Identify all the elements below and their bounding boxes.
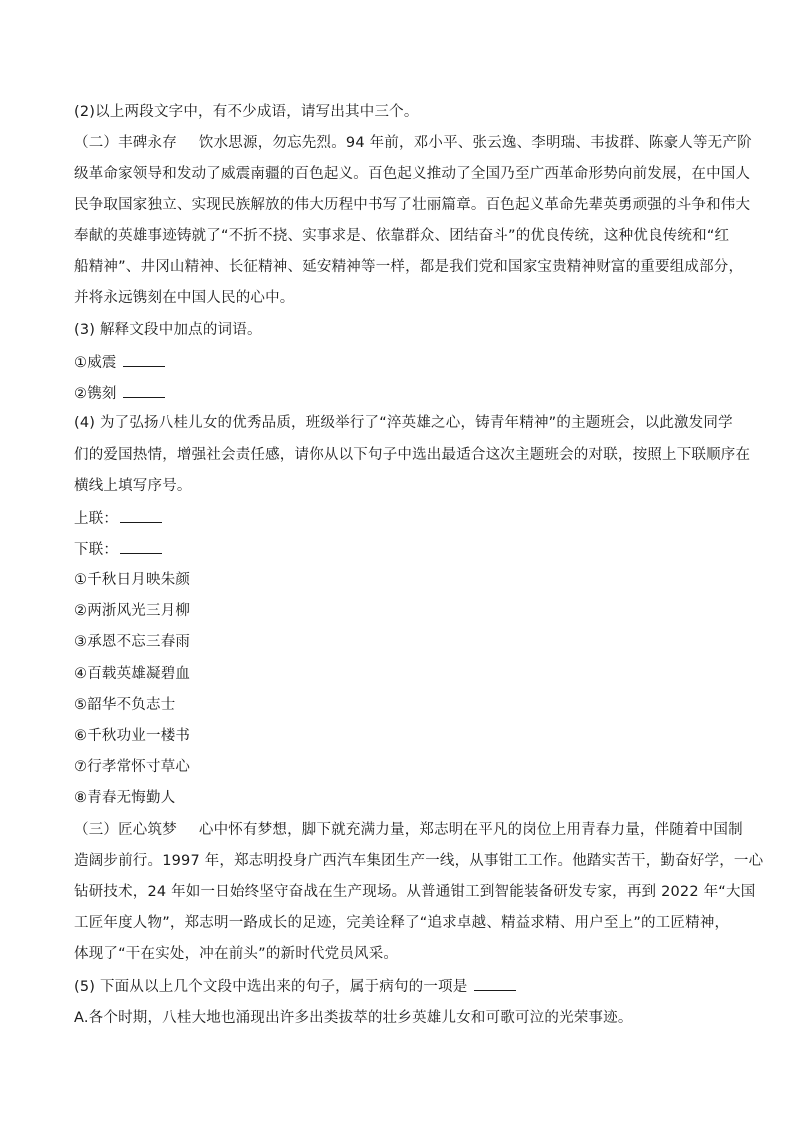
section-2-line-6 bbox=[74, 288, 724, 308]
section-2-text-line: 船精神”、井冈山精神、长征精神、延安精神等一样，都是我们党和国家宝贵精神财富的重要组成部分， bbox=[74, 259, 744, 275]
section-3-line-4 bbox=[74, 913, 730, 933]
upper-couplet-row bbox=[74, 508, 724, 529]
couplet-option-text: ⑧青春无悔勤人 bbox=[74, 790, 176, 806]
section-2-title: （二）丰碑永存 bbox=[74, 135, 177, 151]
couplet-option bbox=[74, 757, 724, 777]
upper-couplet-blank[interactable] bbox=[120, 508, 162, 523]
term-label: ②镌刻 bbox=[74, 386, 117, 402]
couplet-option bbox=[74, 664, 724, 684]
section-2-line-3 bbox=[74, 195, 751, 215]
question-4-line-1 bbox=[74, 413, 733, 433]
answer-blank[interactable] bbox=[474, 976, 516, 991]
couplet-option-text: ⑤韶华不负志士 bbox=[74, 697, 176, 713]
term-label: ①威震 bbox=[74, 355, 117, 371]
couplet-option-text: ④百载英雄凝碧血 bbox=[74, 666, 191, 682]
section-3-line-3 bbox=[74, 882, 756, 902]
couplet-option bbox=[74, 570, 724, 590]
section-3-text-line: 心中怀有梦想，脚下就充满力量，郑志明在平凡的岗位上用青春力量，伴随着中国制 bbox=[198, 822, 743, 838]
question-3 bbox=[74, 320, 724, 340]
couplet-option bbox=[74, 695, 724, 715]
couplet-option-text: ③承恩不忘三春雨 bbox=[74, 634, 191, 650]
section-2-text-line: 并将永远镌刻在中国人民的心中。 bbox=[74, 290, 295, 306]
question-5 bbox=[74, 976, 724, 997]
couplet-option-text: ⑦行孝常怀寸草心 bbox=[74, 759, 191, 775]
couplet-option bbox=[74, 601, 724, 621]
answer-blank[interactable] bbox=[123, 383, 165, 398]
question-4-line-2 bbox=[74, 445, 751, 465]
question-5-text: (5) 下面从以上几个文段中选出来的句子，属于病句的一项是 bbox=[74, 979, 468, 995]
section-2-text-line: 级革命家领导和发动了威震南疆的百色起义。百色起义推动了全国乃至广西革命形势向前发展，在中国人 bbox=[74, 166, 751, 182]
option-a-text: A.各个时期，八桂大地也涌现出许多出类拔萃的壮乡英雄儿女和可歌可泣的光荣事迹。 bbox=[74, 1010, 633, 1026]
lower-couplet-label: 下联： bbox=[74, 542, 119, 558]
lower-couplet-blank[interactable] bbox=[120, 539, 162, 554]
question-4-line-3 bbox=[74, 476, 724, 496]
couplet-option-text: ②两浙风光三月柳 bbox=[74, 603, 191, 619]
question-2-text: (2)以上两段文字中，有不少成语，请写出其中三个。 bbox=[74, 104, 419, 120]
section-2-line-1 bbox=[74, 133, 752, 153]
couplet-option bbox=[74, 726, 724, 746]
couplet-option bbox=[74, 632, 724, 652]
upper-couplet-label: 上联： bbox=[74, 511, 119, 527]
section-2-text-line: 饮水思源，勿忘先烈。94 年前，邓小平、张云逸、李明瑞、韦拔群、陈豪人等无产阶 bbox=[198, 135, 752, 151]
couplet-option-text: ①千秋日月映朱颜 bbox=[74, 572, 191, 588]
question-3-item-2 bbox=[74, 383, 724, 404]
section-3-text-line: 钻研技术，24 年如一日始终坚守奋战在生产现场。从普通钳工到智能装备研发专家，再到 2022 年“大国 bbox=[74, 884, 756, 900]
question-3-text: (3) 解释文段中加点的词语。 bbox=[74, 322, 262, 338]
couplet-option-text: ⑥千秋功业一楼书 bbox=[74, 728, 191, 744]
question-4-text-line: (4) 为了弘扬八桂儿女的优秀品质，班级举行了“淬英雄之心，铸青年精神”的主题班会，以此激发同学 bbox=[74, 415, 733, 431]
question-5-option-a bbox=[74, 1008, 724, 1028]
section-3-title: （三）匠心筑梦 bbox=[74, 822, 177, 838]
section-2-text-line: 奉献的英雄事迹铸就了“不折不挠、实事求是、依靠群众、团结奋斗”的优良传统，这种优良传统和“红 bbox=[74, 228, 730, 244]
section-2-line-2 bbox=[74, 164, 751, 184]
question-3-item-1 bbox=[74, 352, 724, 373]
question-4-text-line: 们的爱国热情，增强社会责任感，请你从以下句子中选出最适合这次主题班会的对联，按照上下联顺序在 bbox=[74, 447, 751, 463]
section-3-line-1 bbox=[74, 820, 743, 840]
section-3-text-line: 体现了“干在实处，冲在前头”的新时代党员风采。 bbox=[74, 946, 399, 962]
section-2-text-line: 民争取国家独立、实现民族解放的伟大历程中书写了壮丽篇章。百色起义革命先辈英勇顽强的斗争和伟大 bbox=[74, 197, 751, 213]
answer-blank[interactable] bbox=[123, 352, 165, 367]
couplet-option bbox=[74, 788, 724, 808]
section-3-text-line: 造阔步前行。1997 年，郑志明投身广西汽车集团生产一线，从事钳工工作。他踏实苦干，勤奋好学，一心 bbox=[74, 853, 764, 869]
lower-couplet-row bbox=[74, 539, 724, 560]
section-2-line-5 bbox=[74, 257, 744, 277]
section-3-text-line: 工匠年度人物”，郑志明一路成长的足迹，完美诠释了“追求卓越、精益求精、用户至上”的工匠精神， bbox=[74, 915, 730, 931]
section-2-line-4 bbox=[74, 226, 730, 246]
question-2 bbox=[74, 102, 724, 122]
question-4-text-line: 横线上填写序号。 bbox=[74, 478, 192, 494]
section-3-line-2 bbox=[74, 851, 764, 871]
section-3-line-5 bbox=[74, 944, 724, 964]
